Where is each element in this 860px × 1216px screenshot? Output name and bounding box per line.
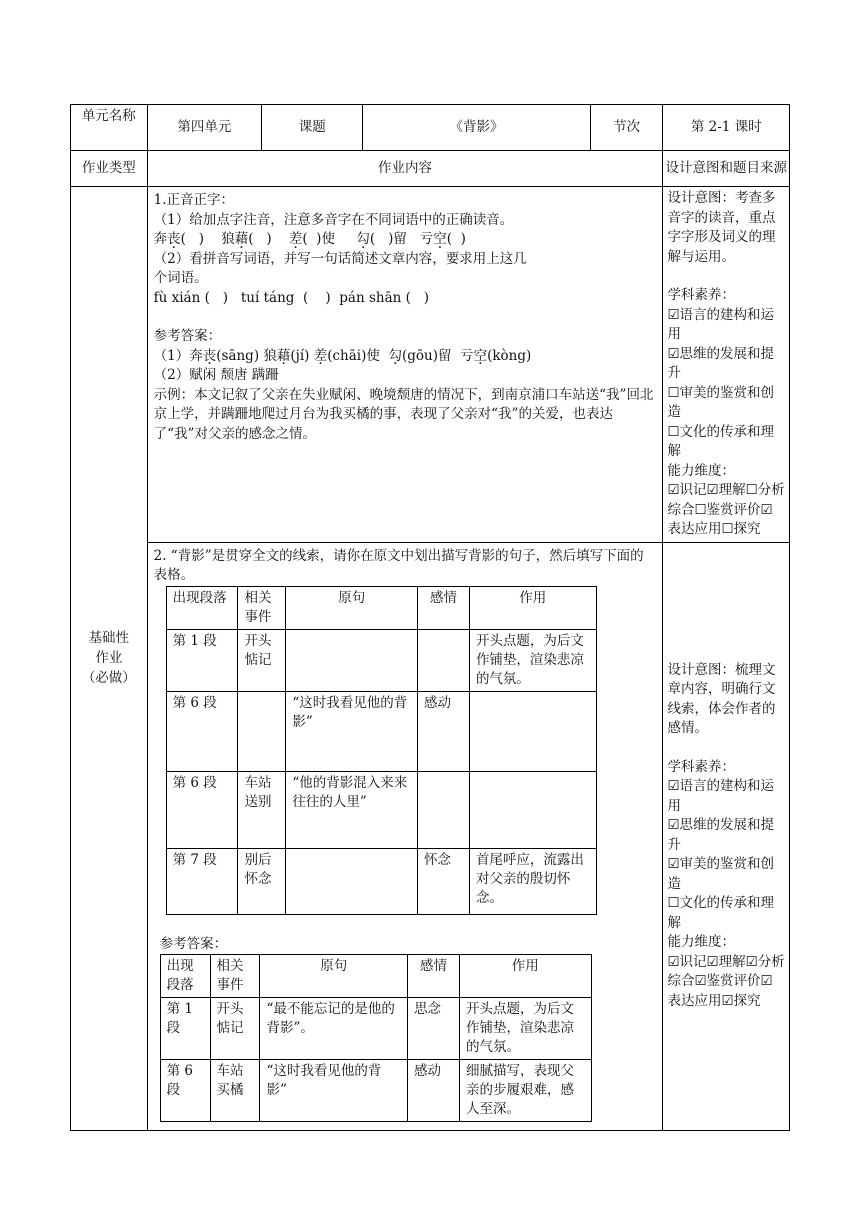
ath-event: 相关事件 [210,955,260,998]
intent1-ability: ☑识记☑理解☐分析综合☐鉴赏评价☑表达应用☐探究 [667,482,785,537]
unit-label: 单元名称 [71,105,148,151]
session-value: 第 2-1 课时 [663,105,790,151]
table-cell: 怀念 [418,848,470,914]
table-row: 第 6 段 [166,691,238,771]
intent1-ability-label: 能力维度： [667,462,735,479]
q1-answer1: （1）奔丧(sāng) 狼藉(jí) 差(chāi)使 勾(gōu)留 亏空(kòng) [153,347,532,364]
table-cell: 开头点题，为后文作铺垫，渲染悲凉的气氛。 [459,998,591,1060]
intent1-design: 设计意图：考查多音字的读音，重点字字形及词义的理解与运用。 [667,190,776,265]
table-cell: 开头点题，为后文作铺垫，渲染悲凉的气氛。 [469,629,596,691]
table-cell: “他的背影混入来来往往的人里” [286,771,418,848]
intent2-ability: ☑识记☑理解☑分析综合☑鉴赏评价☑表达应用☑探究 [667,953,785,1009]
intent1-literacy-4: ☐文化的传承和理解 [667,423,775,459]
table-cell: 首尾呼应，流露出对父亲的殷切怀念。 [469,848,596,914]
topic-value: 《背影》 [363,105,590,151]
table-cell [238,691,286,771]
q1-part2-line1: （2）看拼音写词语，并写一句话简述文章内容，要求用上这几 [153,250,527,267]
word-chaishi: 差( )使 [288,231,335,247]
word-benshang: 奔丧( ) [153,231,205,247]
q2-answer-label: 参考答案： [159,935,228,952]
intent2-literacy-4: ☐文化的传承和理解 [667,895,775,931]
category-cell [71,187,148,1131]
table-cell: “这时我看见他的背影” [286,691,418,771]
category-line2: 作业 [95,650,123,667]
intent2-literacy-label: 学科素养： [667,758,735,775]
table-cell: “最不能忘记的是他的背影”。 [260,998,408,1060]
intent2-cell [663,542,790,1130]
table-cell: “这时我看见他的背影” [260,1060,408,1122]
table-cell: 感动 [408,1060,460,1122]
table-row: 第 1 段 [166,629,238,691]
q1-part1: （1）给加点字注音，注意多音字在不同词语中的正确读音。 [153,211,514,228]
topic-label: 课题 [262,105,363,151]
intent1-literacy-label: 学科素养： [667,287,735,303]
q1-words [154,230,657,250]
table-cell: 别后怀念 [238,848,286,914]
th-paragraph: 出现段落 [166,586,238,629]
ath-function: 作用 [459,955,591,998]
q1-answer-label: 参考答案： [153,328,222,344]
table-cell: 开头惦记 [210,998,260,1060]
table-row: 第 6 段 [166,771,238,848]
word-kuikong: 亏空( ) [419,231,466,247]
word-gouliu: 勾( )留 [356,231,407,247]
intent2-design: 设计意图：梳理文章内容，明确行文线索，体会作者的感情。 [667,661,776,737]
col-content: 作业内容 [147,151,663,187]
table-row: 第 1 段 [160,998,210,1060]
col-type: 作业类型 [71,151,148,187]
table-cell [418,771,470,848]
q1-part2-line2: 个词语。 [153,270,208,286]
session-label: 节次 [590,105,663,151]
q2-cell [147,542,663,1130]
table-cell: 思念 [408,998,460,1060]
q2-title: 2. “背影”是贯穿全文的线索，请你在原文中划出描写背影的句子，然后填写下面的表格。 [153,547,644,583]
table-cell [469,691,596,771]
table-cell: 细腻描写，表现父亲的步履艰难，感人至深。 [459,1060,591,1122]
intent2-literacy-1: ☑语言的建构和运用 [667,778,775,814]
intent1-literacy-3: ☐审美的鉴赏和创造 [667,384,775,420]
th-sentence: 原句 [286,586,418,629]
table-cell [418,629,470,691]
ath-sentence: 原句 [260,955,408,998]
intent2-ability-label: 能力维度： [667,934,735,951]
table-row: 第 7 段 [166,848,238,914]
table-cell: 感动 [418,691,470,771]
word-langji: 狼藉( ) [221,231,272,247]
homework-table [70,104,790,1131]
table-cell [286,629,418,691]
table-cell: 车站买橘 [210,1060,260,1122]
q1-cell [147,187,663,543]
table-row: 第 6 段 [160,1060,210,1122]
intent2-literacy-2: ☑思维的发展和提升 [667,817,775,853]
intent1-cell [663,187,790,543]
intent2-literacy-3: ☑审美的鉴赏和创造 [667,856,775,892]
table-cell [286,848,418,914]
table-cell: 车站送别 [238,771,286,848]
category-line3: （必做） [81,670,136,687]
table-cell: 开头惦记 [238,629,286,691]
th-event: 相关事件 [238,586,286,629]
q1-pinyin: fù xián ( ) tuí táng ( ) pán shān ( ) [153,289,430,306]
table-cell [469,771,596,848]
q1-answer2: （2）赋闲 颓唐 蹒跚 [153,367,279,383]
q2-fill-table [166,586,597,915]
q1-title: 1.正音正字： [153,192,235,208]
ath-emotion: 感情 [408,955,460,998]
unit-value: 第四单元 [147,105,262,151]
col-intent: 设计意图和题目来源 [663,151,790,187]
th-function: 作用 [469,586,596,629]
intent1-literacy-1: ☑语言的建构和运用 [667,306,775,342]
q1-example: 示例：本文记叙了父亲在失业赋闲、晚境颓唐的情况下，到南京浦口车站送“我”回北京上学，并蹒跚地爬过月台为我买橘的事，表现了父亲对“我”的关爱，也表达了“我”对父亲的感念之情。 [153,386,654,442]
category-line1: 基础性 [88,630,130,647]
th-emotion: 感情 [418,586,470,629]
intent1-literacy-2: ☑思维的发展和提升 [667,345,775,381]
q2-answer-table [160,954,592,1122]
ath-paragraph: 出现段落 [160,955,210,998]
